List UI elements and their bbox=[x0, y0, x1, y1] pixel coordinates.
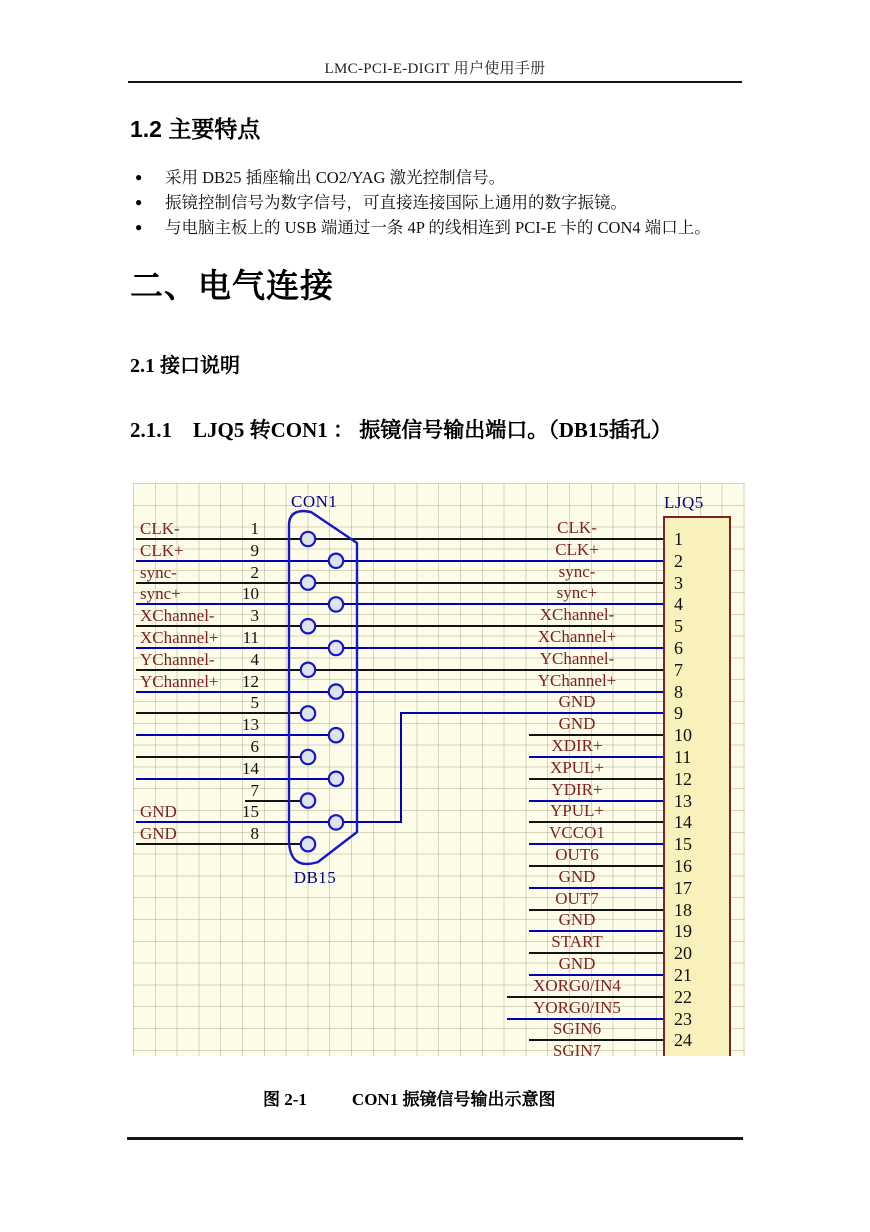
wire bbox=[136, 778, 336, 780]
ljq5-pin-number: 23 bbox=[674, 1008, 692, 1029]
wire bbox=[136, 821, 402, 823]
ljq5-pin-number: 13 bbox=[674, 790, 692, 811]
signal-label-right: XORG0/IN4 bbox=[533, 975, 621, 995]
signal-label-right: YChannel+ bbox=[537, 670, 617, 690]
gnd-route-wire bbox=[400, 712, 402, 823]
signal-label-left: YChannel- bbox=[140, 649, 215, 669]
signal-label-right: YPUL+ bbox=[550, 801, 604, 821]
section-heading-2-1-1: 2.1.1 LJQ5 转CON1 ： 振镜信号输出端口。（DB15插孔） bbox=[130, 418, 672, 442]
signal-label-right: sync- bbox=[558, 561, 596, 581]
signal-label-right: OUT7 bbox=[555, 888, 599, 908]
ljq5-pin-number: 6 bbox=[674, 638, 683, 658]
signal-label-right: YORG0/IN5 bbox=[533, 997, 621, 1017]
signal-label-right: GND bbox=[558, 866, 596, 886]
signal-label-right: XDIR+ bbox=[551, 736, 603, 755]
db15-pin-number: 11 bbox=[242, 628, 259, 647]
ljq5-pin-number: 3 bbox=[674, 572, 683, 593]
signal-label-left: sync- bbox=[140, 562, 177, 582]
signal-label-right: XPUL+ bbox=[550, 757, 604, 777]
signal-label-left: YChannel+ bbox=[140, 671, 219, 691]
bullet-icon: ● bbox=[135, 170, 143, 184]
signal-label-right: CLK- bbox=[557, 518, 597, 537]
ljq5-title: LJQ5 bbox=[664, 493, 704, 512]
ljq5-pin-number: 10 bbox=[674, 725, 692, 746]
signal-label-right: YDIR+ bbox=[551, 779, 603, 799]
wire bbox=[136, 734, 336, 736]
db15-pin-number: 2 bbox=[250, 562, 259, 582]
signal-label-right: START bbox=[551, 932, 603, 952]
chapter-heading-2: 二、电气连接 bbox=[130, 269, 334, 305]
ljq5-pin-number: 1 bbox=[674, 529, 683, 549]
db15-pin-number: 12 bbox=[242, 671, 259, 691]
db15-pin-number: 9 bbox=[250, 540, 259, 560]
feature-bullet-list bbox=[135, 165, 755, 240]
bullet-icon: ● bbox=[135, 195, 143, 209]
db15-connector-shell bbox=[289, 511, 357, 864]
section-heading-2-1: 2.1 接口说明 bbox=[130, 355, 240, 377]
ljq5-pin-number: 22 bbox=[674, 986, 692, 1007]
signal-label-right: YChannel- bbox=[539, 648, 615, 668]
ljq5-pin-number: 20 bbox=[674, 943, 692, 964]
con1-title: CON1 bbox=[291, 492, 338, 511]
ljq5-pin-number: 5 bbox=[674, 616, 683, 637]
ljq5-pin-number: 11 bbox=[674, 747, 692, 767]
signal-label-right: XChannel+ bbox=[537, 627, 617, 646]
ljq5-pin-number: 24 bbox=[674, 1030, 692, 1051]
db15-pin-number: 7 bbox=[250, 780, 259, 800]
page-header-title: LMC-PCI-E-DIGIT 用户使用手册 bbox=[324, 61, 546, 77]
ljq5-pin-number: 14 bbox=[674, 812, 692, 833]
bullet-text: 与电脑主板上的 USB 端通过一条 4P 的线相连到 PCI-E 卡的 CON4 端口上。 bbox=[165, 218, 711, 237]
db15-pin-number: 4 bbox=[250, 649, 259, 669]
section-heading-1-2: 1.2 主要特点 bbox=[130, 116, 261, 142]
ljq5-pin-number: 21 bbox=[674, 965, 692, 985]
db15-pin-number: 14 bbox=[242, 758, 259, 778]
ljq5-pin-number: 15 bbox=[674, 834, 692, 855]
ljq5-pin-number: 2 bbox=[674, 550, 683, 571]
signal-label-right: GND bbox=[558, 910, 596, 930]
header-rule bbox=[128, 81, 742, 83]
signal-label-right: VCCO1 bbox=[549, 823, 605, 843]
db15-pin-number: 13 bbox=[242, 715, 259, 735]
bullet-text: 振镜控制信号为数字信号，可直接连接国际上通用的数字振镜。 bbox=[165, 193, 627, 212]
signal-label-left: CLK+ bbox=[140, 540, 184, 560]
wire bbox=[136, 843, 308, 845]
db15-pin-number: 15 bbox=[242, 802, 259, 822]
footer-rule bbox=[127, 1137, 743, 1140]
ljq5-pin-number: 9 bbox=[674, 703, 683, 724]
ljq5-pin-number: 4 bbox=[674, 594, 683, 615]
bullet-item bbox=[135, 190, 755, 215]
signal-label-right: GND bbox=[558, 692, 596, 712]
ljq5-pin-number: 19 bbox=[674, 921, 692, 942]
ljq5-pin-number: 7 bbox=[674, 659, 683, 680]
signal-label-right: CLK+ bbox=[555, 539, 599, 559]
signal-label-right: SGIN6 bbox=[552, 1019, 602, 1039]
bullet-text: 采用 DB25 插座输出 CO2/YAG 激光控制信号。 bbox=[165, 168, 506, 187]
db15-pin-number: 3 bbox=[250, 606, 259, 626]
signal-label-left: XChannel- bbox=[140, 606, 215, 626]
bullet-item bbox=[135, 165, 755, 190]
signal-label-right: OUT6 bbox=[555, 845, 599, 864]
figure-number: 图 2-1 bbox=[263, 1090, 307, 1109]
signal-label-left: CLK- bbox=[140, 519, 180, 538]
signal-label-left: GND bbox=[140, 802, 177, 822]
wire bbox=[245, 800, 308, 802]
ljq5-pin-number: 16 bbox=[674, 856, 692, 876]
figure-caption bbox=[263, 1085, 555, 1110]
ljq5-pin-number: 17 bbox=[674, 877, 692, 898]
signal-label-right: sync+ bbox=[556, 583, 598, 603]
db15-pin-number: 1 bbox=[250, 519, 259, 538]
signal-label-right: SGIN7 bbox=[552, 1041, 602, 1056]
figure-title: CON1 振镜信号输出示意图 bbox=[351, 1090, 556, 1109]
db15-pin-number: 8 bbox=[250, 824, 259, 844]
con1-wiring-diagram bbox=[133, 483, 745, 1056]
bullet-icon: ● bbox=[135, 220, 143, 234]
signal-label-right: GND bbox=[558, 714, 596, 734]
db15-pin-number: 6 bbox=[250, 737, 259, 756]
bullet-item bbox=[135, 215, 755, 240]
db15-pin-number: 5 bbox=[250, 693, 259, 713]
db15-title: DB15 bbox=[293, 868, 337, 887]
signal-label-left: GND bbox=[140, 824, 177, 844]
ljq5-pin-number: 8 bbox=[674, 681, 683, 702]
signal-label-right: XChannel- bbox=[539, 605, 615, 625]
signal-label-left: XChannel+ bbox=[140, 628, 219, 647]
ljq5-pin-number: 18 bbox=[674, 899, 692, 920]
signal-label-right: GND bbox=[558, 954, 596, 973]
ljq5-pin-number: 12 bbox=[674, 768, 692, 789]
db15-pin-number: 10 bbox=[242, 584, 259, 604]
wire bbox=[136, 756, 308, 758]
signal-label-left: sync+ bbox=[140, 584, 181, 604]
wire bbox=[136, 712, 308, 714]
